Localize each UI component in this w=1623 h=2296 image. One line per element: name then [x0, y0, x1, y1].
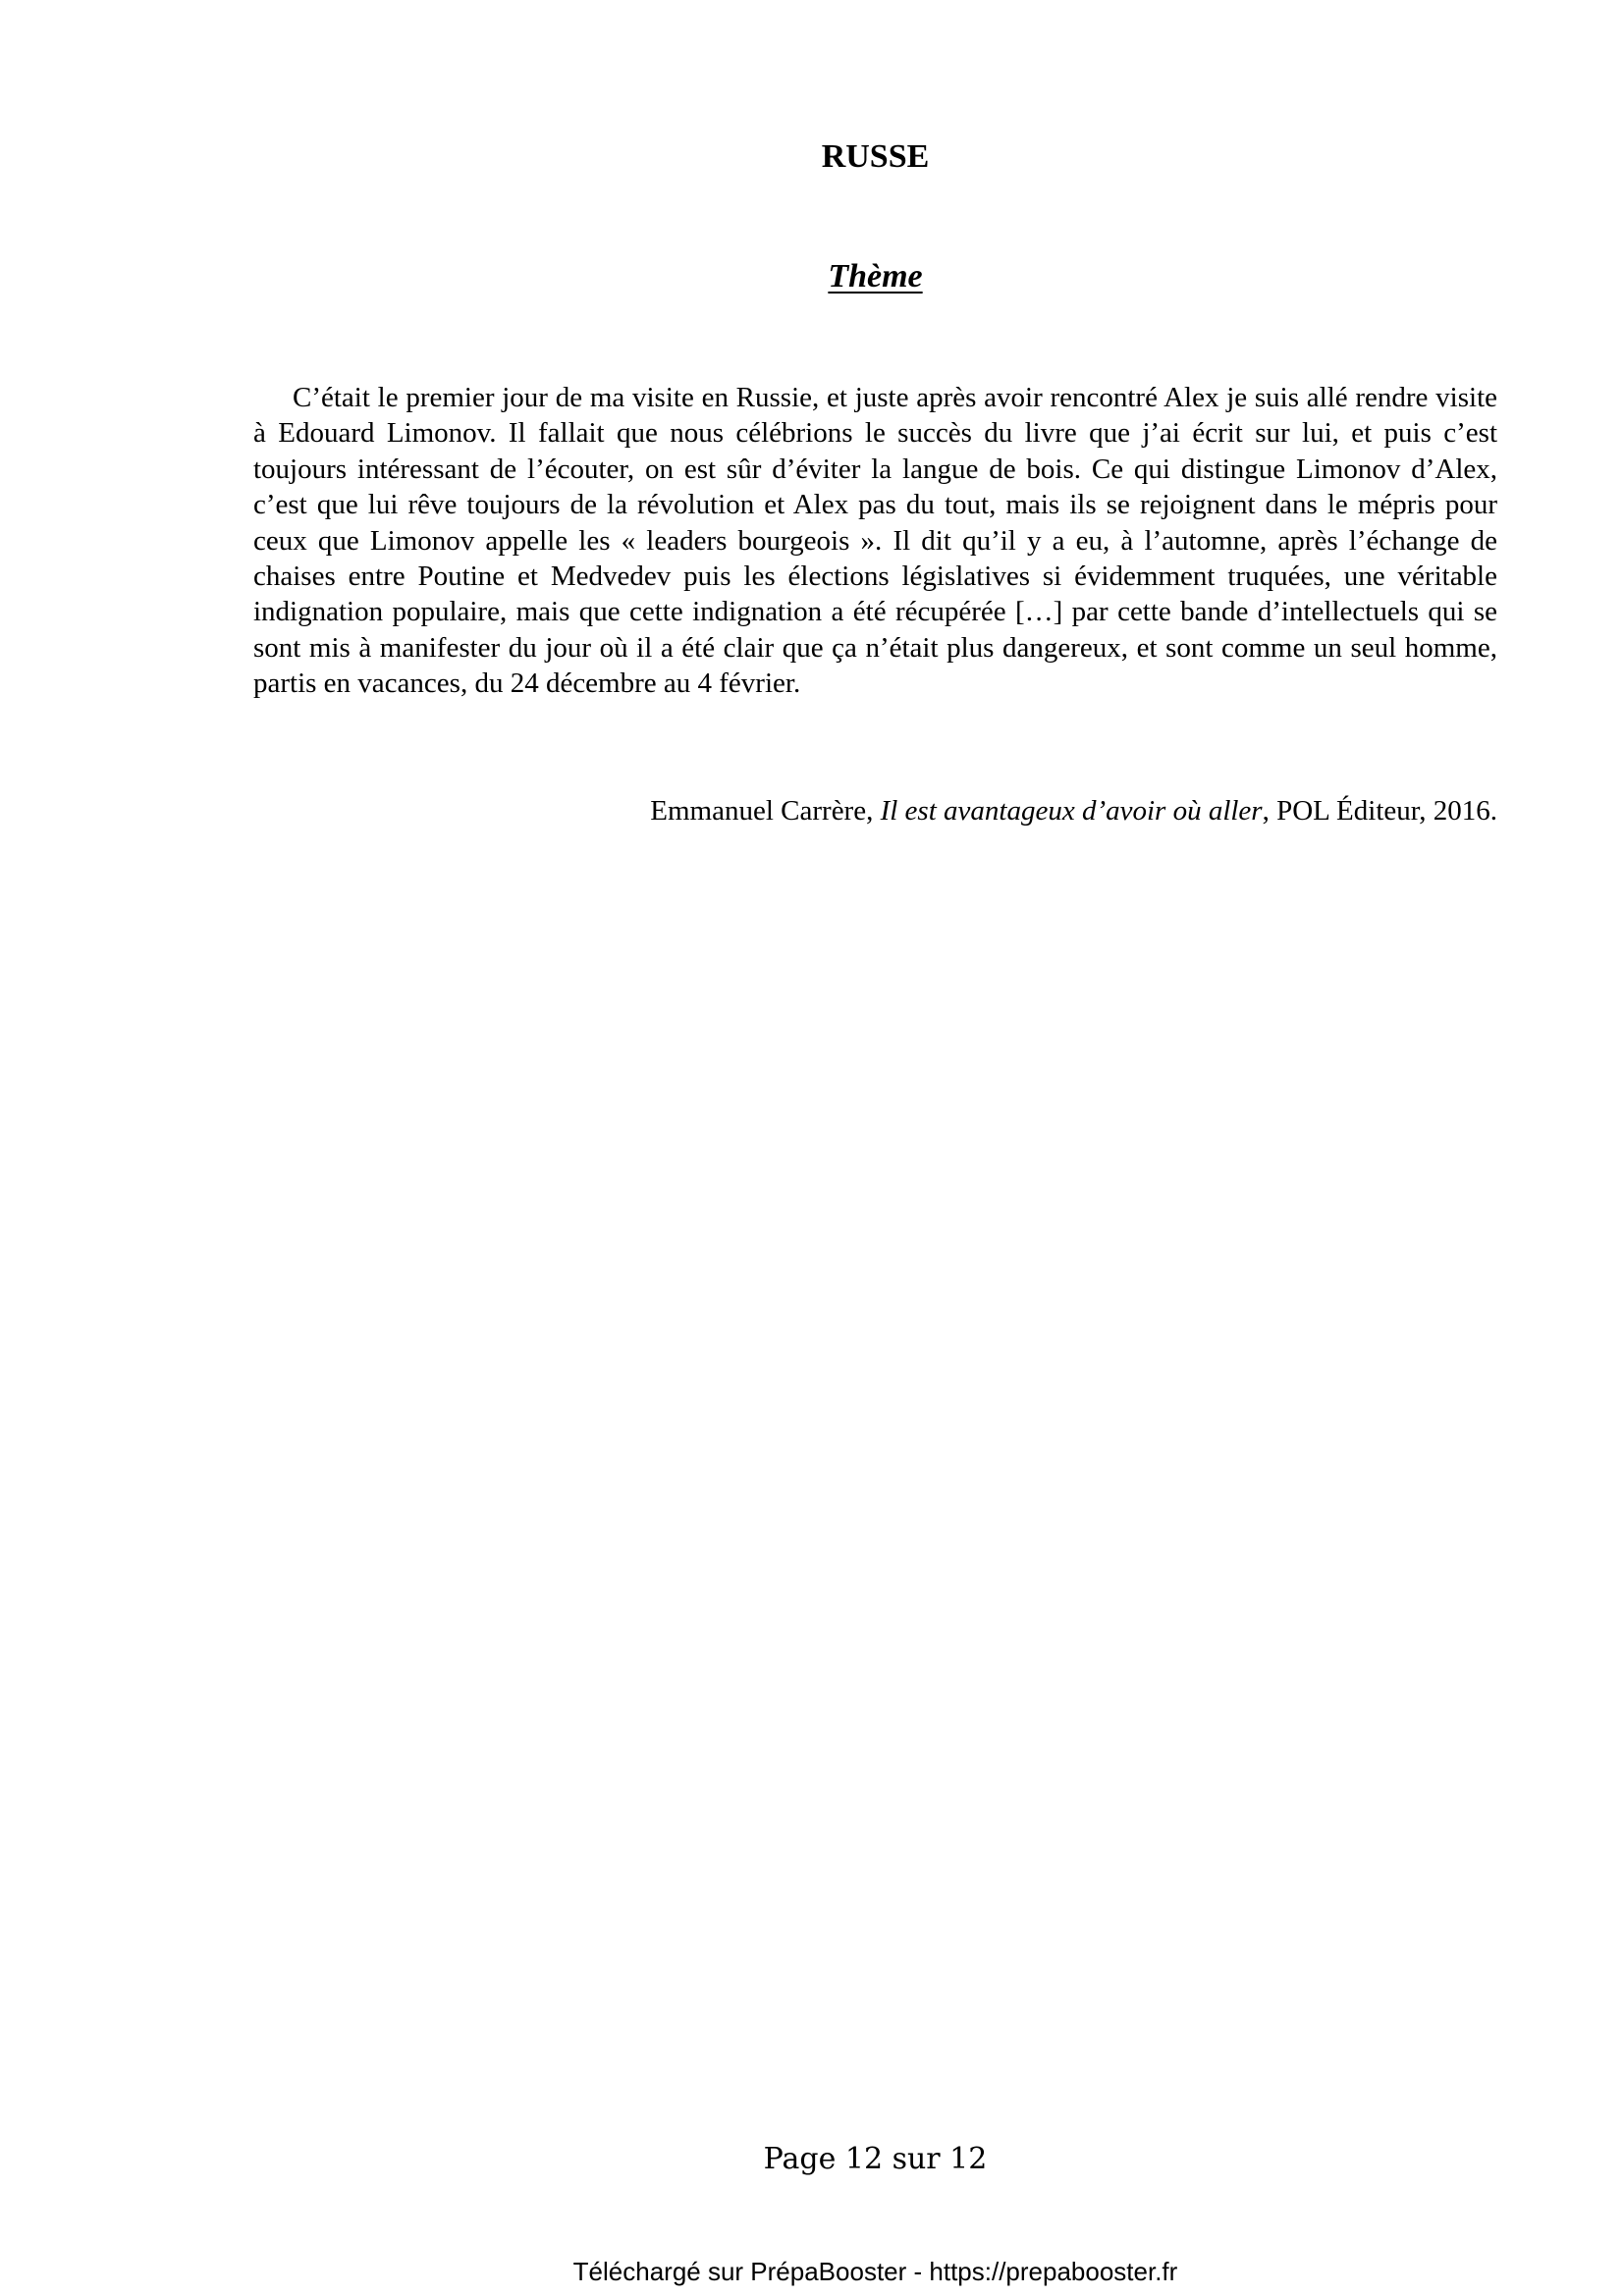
citation-publisher: , POL Éditeur, 2016. — [1262, 795, 1497, 827]
citation-author: Emmanuel Carrère, — [650, 795, 881, 827]
page-title: RUSSE — [821, 138, 930, 175]
page-number: Page 12 sur 12 — [763, 2142, 988, 2176]
citation-work-title: Il est avantageux d’avoir où aller — [880, 795, 1263, 827]
source-citation — [253, 793, 1497, 828]
passage-paragraph — [253, 380, 1497, 702]
passage-text: C’était le premier jour de ma visite en Russie, et juste après avoir rencontré Alex je suis allé rendre visite à Edouard Limonov. Il fallait que nous célébrions le succès du livre que j’ai écrit sur lui, et puis c’est toujours intéressant de l’écouter, on est sûr d’éviter la langue de bois. Ce qui distingue Limonov d’Alex, c’est que lui rêve toujours de la révolution et Alex pas du tout, mais ils se rejoignent dans le mépris pour ceux que Limonov appelle les « leaders bourgeois ». Il dit qu’il y a eu, à l’automne, après l’échange de chaises entre Poutine et Medvedev puis les élections législatives si évidemment truquées, une véritable indignation populaire, mais que cette indignation a été récupérée […] par cette bande d’intellectuels qui se sont mis à manifester du jour où il a été clair que ça n’était plus dangereux, et sont comme un seul homme, partis en vacances, du 24 décembre au 4 février. — [253, 382, 1497, 700]
section-title: Thème — [828, 258, 923, 294]
download-footer: Téléchargé sur PrépaBooster - https://prepabooster.fr — [572, 2257, 1178, 2286]
